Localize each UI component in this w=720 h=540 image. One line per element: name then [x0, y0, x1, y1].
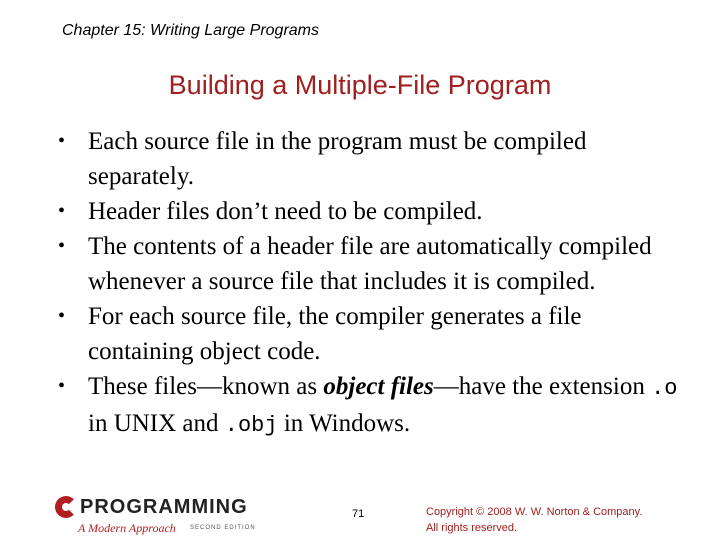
bullet-item — [58, 194, 678, 229]
c-logo-mark-icon — [55, 496, 77, 518]
bullet-dot-icon: • — [58, 200, 66, 222]
bullet-text: —have the extension — [433, 373, 652, 400]
bullet-text: in UNIX and — [88, 410, 225, 437]
bullet-item — [58, 229, 678, 299]
bullet-text: These files—known as — [88, 373, 324, 400]
bullet-item — [58, 124, 678, 194]
code-term: .obj — [224, 413, 278, 438]
logo-word: PROGRAMMING — [80, 496, 248, 518]
bullet-dot-icon: • — [58, 235, 66, 257]
page-number: 71 — [352, 508, 365, 520]
slide-title: Building a Multiple-File Program — [168, 70, 552, 100]
logo-edition: SECOND EDITION — [190, 525, 256, 531]
code-term: .o — [651, 376, 678, 401]
bullet-text: For each source file, the compiler generates a file containing object code. — [88, 303, 582, 365]
bullet-item — [58, 299, 678, 369]
book-logo — [52, 494, 292, 540]
bullet-text: The contents of a header file are automatically compiled whenever a source file that includes it is compiled. — [88, 233, 652, 295]
bullet-text: in Windows. — [277, 410, 411, 437]
copyright-line: Copyright © 2008 W. W. Norton & Company. — [426, 506, 643, 518]
bullet-list — [58, 124, 678, 443]
bullet-text: Header files don’t need to be compiled. — [88, 198, 483, 225]
bullet-dot-icon: • — [58, 305, 66, 327]
emphasis-term: object files — [323, 373, 434, 400]
chapter-header: Chapter 15: Writing Large Programs — [62, 22, 319, 39]
bullet-text: Each source file in the program must be compiled separately. — [88, 128, 587, 190]
bullet-dot-icon: • — [58, 375, 66, 397]
copyright — [426, 504, 696, 536]
logo-subtitle: A Modern Approach — [78, 521, 176, 535]
bullet-item — [58, 369, 678, 443]
bullet-dot-icon: • — [58, 130, 66, 152]
copyright-line: All rights reserved. — [426, 522, 518, 534]
